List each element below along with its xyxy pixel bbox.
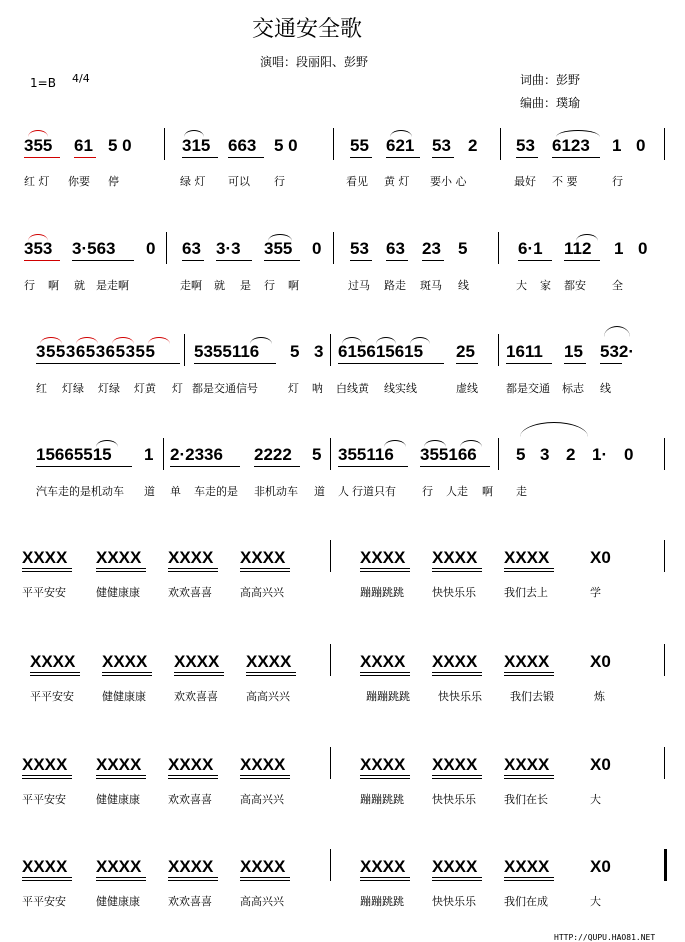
lyric: 可以 (228, 175, 250, 188)
lyric: 大 (516, 279, 527, 292)
note-group: 55 (350, 136, 369, 155)
beam (552, 157, 600, 158)
note-group: 355 (24, 136, 53, 155)
bar-line (498, 232, 499, 264)
rhythm-lyric: 炼 (594, 690, 605, 703)
rhythm-lyric: 快快乐乐 (438, 690, 482, 703)
note-group: 355166 (420, 445, 477, 464)
beam (350, 260, 372, 261)
rhythm-lyric: 高高兴兴 (240, 793, 284, 806)
lyric: 你要 (68, 175, 90, 188)
note-group: 353 (24, 239, 53, 258)
lyric: 停 (108, 175, 119, 188)
lyric: 灯 (172, 382, 183, 395)
bar-line (330, 849, 331, 881)
lyric: 绿 灯 (180, 175, 206, 188)
rhythm-lyric: 健健康康 (96, 895, 140, 908)
beam (360, 778, 410, 779)
beam (432, 877, 482, 878)
rhythm-note-group: XXXX (504, 755, 550, 774)
lyric: 行 (612, 175, 623, 188)
note-group: 2222 (254, 445, 292, 464)
rhythm-note-group: XXXX (360, 857, 406, 876)
beam (360, 877, 410, 878)
note-group: 2 (566, 445, 576, 464)
beam (516, 157, 538, 158)
lyric: 车走的是 (194, 485, 238, 498)
lyric: 线 (600, 382, 611, 395)
rhythm-note-group: X0 (590, 548, 611, 567)
note-group: 63 (386, 239, 405, 258)
lyric: 都是交通 (506, 382, 550, 395)
lyric: 啊 (482, 485, 493, 498)
lyric: 过马 (348, 279, 370, 292)
lyric: 斑马 (420, 279, 442, 292)
key-signature: 1=B (30, 76, 56, 90)
rhythm-lyric: 平平安安 (30, 690, 74, 703)
lyric: 虚线 (456, 382, 478, 395)
rhythm-note-group: XXXX (168, 857, 214, 876)
arranger-credit: 编曲：璞瑜 (520, 96, 581, 110)
beam (36, 363, 180, 364)
beam (22, 568, 72, 569)
lyric: 是走啊 (96, 279, 129, 292)
bar-line (664, 438, 665, 470)
rhythm-note-group: XXXX (96, 755, 142, 774)
beam (504, 571, 554, 572)
rhythm-note-group: XXXX (504, 548, 550, 567)
note-group: 5 (290, 342, 300, 361)
beam (96, 778, 146, 779)
rhythm-lyric: 平平安安 (22, 586, 66, 599)
note-group: 15665515 (36, 445, 112, 464)
beam (240, 880, 290, 881)
beam (22, 880, 72, 881)
bar-line (166, 232, 167, 264)
bar-line (333, 232, 334, 264)
note-group: 6·1 (518, 239, 543, 258)
rhythm-lyric: 健健康康 (102, 690, 146, 703)
note-group: 621 (386, 136, 415, 155)
time-signature: 4/4 (72, 72, 90, 85)
lyric: 灯绿 (98, 382, 120, 395)
beam (432, 675, 482, 676)
lyric: 灯黄 (134, 382, 156, 395)
beam (504, 775, 554, 776)
bar-line (333, 128, 334, 160)
note-group: 532· (600, 342, 635, 361)
bar-line (164, 128, 165, 160)
note-group: 53 (516, 136, 535, 155)
lyric: 都是交通信号 (192, 382, 258, 395)
note-group: 0 (312, 239, 322, 258)
beam (240, 568, 290, 569)
beam (506, 363, 552, 364)
rhythm-note-group: XXXX (168, 548, 214, 567)
note-group: 5 (458, 239, 468, 258)
lyric: 灯 (288, 382, 299, 395)
beam (74, 157, 96, 158)
beam (170, 466, 240, 467)
beam (22, 877, 72, 878)
beam (504, 880, 554, 881)
note-group: 355116 (338, 445, 394, 464)
final-bar-line (664, 849, 667, 881)
rhythm-lyric: 平平安安 (22, 793, 66, 806)
beam (96, 568, 146, 569)
beam (96, 571, 146, 572)
rhythm-lyric: 快快乐乐 (432, 586, 476, 599)
note-group: 1 (612, 136, 622, 155)
beam (22, 775, 72, 776)
rhythm-note-group: XXXX (168, 755, 214, 774)
lyric: 全 (612, 279, 623, 292)
lyric: 啊 (288, 279, 299, 292)
beam (194, 363, 276, 364)
rhythm-lyric: 快快乐乐 (432, 895, 476, 908)
beam (504, 778, 554, 779)
beam (216, 260, 252, 261)
note-group: 2 (468, 136, 478, 155)
beam (504, 672, 554, 673)
lyric: 走 (516, 485, 527, 498)
beam (360, 775, 410, 776)
beam (432, 778, 482, 779)
beam (504, 568, 554, 569)
beam (432, 157, 454, 158)
beam (338, 363, 444, 364)
lyric: 人走 (446, 485, 468, 498)
lyric: 家 (540, 279, 551, 292)
tie (604, 326, 630, 337)
beam (432, 568, 482, 569)
lyric: 行 (264, 279, 275, 292)
note-group: 5 0 (274, 136, 298, 155)
rhythm-lyric: 高高兴兴 (240, 895, 284, 908)
note-group: 53 (350, 239, 369, 258)
rhythm-lyric: 大 (590, 793, 601, 806)
lyric: 最好 (514, 175, 536, 188)
rhythm-lyric: 我们在成 (504, 895, 548, 908)
lyric: 啊 (48, 279, 59, 292)
rhythm-lyric: 欢欢喜喜 (174, 690, 218, 703)
beam (360, 675, 410, 676)
note-group: 0 (146, 239, 156, 258)
note-group: 615615615 (338, 342, 424, 361)
beam (240, 877, 290, 878)
rhythm-note-group: XXXX (30, 652, 76, 671)
beam (174, 675, 224, 676)
beam (168, 568, 218, 569)
note-group: 23 (422, 239, 441, 258)
lyric: 道 (144, 485, 155, 498)
lyric: 线 (458, 279, 469, 292)
bar-line (664, 644, 665, 676)
rhythm-note-group: XXXX (432, 652, 478, 671)
lyric: 走啊 (180, 279, 202, 292)
rhythm-lyric: 大 (590, 895, 601, 908)
beam (422, 260, 444, 261)
note-group: 1611 (506, 342, 543, 361)
lyric: 行 (24, 279, 35, 292)
lyric: 行道只有 (352, 485, 396, 498)
beam (96, 877, 146, 878)
rhythm-note-group: XXXX (96, 548, 142, 567)
note-group: 1· (592, 445, 608, 464)
beam (456, 363, 478, 364)
note-group: 2·2336 (170, 445, 223, 464)
note-group: 25 (456, 342, 475, 361)
rhythm-note-group: XXXX (432, 755, 478, 774)
rhythm-note-group: X0 (590, 652, 611, 671)
beam (360, 880, 410, 881)
lyric: 都安 (564, 279, 586, 292)
tie (520, 422, 588, 437)
lyric: 红 (36, 382, 47, 395)
beam (22, 571, 72, 572)
beam (246, 672, 296, 673)
beam (386, 260, 408, 261)
note-group: 6123 (552, 136, 590, 155)
rhythm-note-group: X0 (590, 755, 611, 774)
lyric: 呐 (312, 382, 323, 395)
rhythm-lyric: 蹦蹦跳跳 (360, 895, 404, 908)
bar-line (330, 540, 331, 572)
rhythm-note-group: XXXX (360, 652, 406, 671)
beam (168, 877, 218, 878)
note-group: 0 (624, 445, 634, 464)
beam (386, 157, 420, 158)
beam (564, 363, 586, 364)
rhythm-lyric: 我们在长 (504, 793, 548, 806)
beam (600, 363, 622, 364)
rhythm-note-group: XXXX (22, 548, 68, 567)
note-group: 1 (614, 239, 624, 258)
rhythm-note-group: XXXX (246, 652, 292, 671)
lyric: 道 (314, 485, 325, 498)
beam (240, 778, 290, 779)
beam (168, 778, 218, 779)
lyric: 要小 心 (430, 175, 467, 188)
note-group: 3·563 (72, 239, 116, 258)
beam (228, 157, 264, 158)
beam (360, 571, 410, 572)
bar-line (330, 644, 331, 676)
beam (264, 260, 300, 261)
lyrics-music-credit: 词曲：彭野 (520, 73, 581, 87)
note-group: 0 (636, 136, 646, 155)
lyric: 行 (422, 485, 433, 498)
note-group: 5355116 (194, 342, 260, 361)
beam (96, 775, 146, 776)
lyric: 红 灯 (24, 175, 50, 188)
note-group: 5 0 (108, 136, 132, 155)
beam (432, 672, 482, 673)
lyric: 非机动车 (254, 485, 298, 498)
rhythm-note-group: XXXX (432, 548, 478, 567)
note-group: 63 (182, 239, 201, 258)
note-group: 355365365355 (36, 342, 156, 361)
beam (24, 260, 60, 261)
lyric: 标志 (562, 382, 584, 395)
bar-line (330, 334, 331, 366)
rhythm-note-group: XXXX (22, 857, 68, 876)
note-group: 1 (144, 445, 154, 464)
rhythm-note-group: XXXX (360, 548, 406, 567)
rhythm-lyric: 蹦蹦跳跳 (366, 690, 410, 703)
singers: 演唱：段丽阳、彭野 (260, 55, 369, 69)
rhythm-lyric: 欢欢喜喜 (168, 895, 212, 908)
beam (254, 466, 300, 467)
rhythm-note-group: XXXX (504, 652, 550, 671)
note-group: 53 (432, 136, 451, 155)
rhythm-lyric: 高高兴兴 (246, 690, 290, 703)
note-group: 3 (540, 445, 550, 464)
rhythm-note-group: XXXX (360, 755, 406, 774)
lyric: 黄 灯 (384, 175, 410, 188)
note-group: 15 (564, 342, 583, 361)
rhythm-note-group: XXXX (240, 755, 286, 774)
lyric: 行 (274, 175, 285, 188)
rhythm-note-group: XXXX (174, 652, 220, 671)
song-title: 交通安全歌 (252, 17, 363, 42)
lyric: 单 (170, 485, 181, 498)
rhythm-note-group: XXXX (240, 548, 286, 567)
note-group: 663 (228, 136, 257, 155)
beam (102, 672, 152, 673)
beam (504, 675, 554, 676)
note-group: 3·3 (216, 239, 241, 258)
note-group: 315 (182, 136, 211, 155)
rhythm-note-group: XXXX (96, 857, 142, 876)
rhythm-note-group: X0 (590, 857, 611, 876)
rhythm-lyric: 蹦蹦跳跳 (360, 586, 404, 599)
beam (240, 571, 290, 572)
lyric: 线实线 (384, 382, 417, 395)
bar-line (184, 334, 185, 366)
rhythm-lyric: 我们去上 (504, 586, 548, 599)
rhythm-lyric: 我们去锻 (510, 690, 554, 703)
bar-line (500, 128, 501, 160)
note-group: 5 (312, 445, 322, 464)
lyric: 路走 (384, 279, 406, 292)
beam (182, 260, 204, 261)
beam (102, 675, 152, 676)
rhythm-lyric: 健健康康 (96, 586, 140, 599)
beam (168, 880, 218, 881)
beam (30, 672, 80, 673)
lyric: 白线黄 (336, 382, 369, 395)
bar-line (498, 334, 499, 366)
bar-line (330, 747, 331, 779)
beam (432, 880, 482, 881)
bar-line (330, 438, 331, 470)
rhythm-note-group: XXXX (102, 652, 148, 671)
rhythm-lyric: 健健康康 (96, 793, 140, 806)
lyric: 就 (74, 279, 85, 292)
beam (168, 775, 218, 776)
beam (432, 775, 482, 776)
beam (420, 466, 490, 467)
bar-line (664, 747, 665, 779)
lyric: 灯绿 (62, 382, 84, 395)
note-group: 355 (264, 239, 293, 258)
rhythm-lyric: 欢欢喜喜 (168, 793, 212, 806)
lyric: 是 (240, 279, 251, 292)
note-group: 112 (564, 239, 592, 258)
note-group: 3 (314, 342, 324, 361)
bar-line (664, 128, 665, 160)
beam (564, 260, 600, 261)
beam (350, 157, 372, 158)
rhythm-lyric: 欢欢喜喜 (168, 586, 212, 599)
beam (504, 877, 554, 878)
note-group: 5 (516, 445, 526, 464)
rhythm-lyric: 蹦蹦跳跳 (360, 793, 404, 806)
beam (360, 672, 410, 673)
rhythm-note-group: XXXX (22, 755, 68, 774)
beam (240, 775, 290, 776)
note-group: 0 (638, 239, 648, 258)
bar-line (664, 540, 665, 572)
beam (518, 260, 552, 261)
lyric: 就 (214, 279, 225, 292)
beam (182, 157, 218, 158)
beam (24, 157, 60, 158)
rhythm-lyric: 高高兴兴 (240, 586, 284, 599)
beam (174, 672, 224, 673)
watermark: HTTP://QUPU.HAO81.NET (554, 933, 656, 942)
lyric: 不 要 (552, 175, 578, 188)
beam (168, 571, 218, 572)
bar-line (498, 438, 499, 470)
rhythm-lyric: 平平安安 (22, 895, 66, 908)
note-group: 61 (74, 136, 93, 155)
beam (30, 675, 80, 676)
lyric: 人 (338, 485, 349, 498)
beam (96, 880, 146, 881)
beam (338, 466, 408, 467)
beam (246, 675, 296, 676)
beam (360, 568, 410, 569)
beam (36, 466, 132, 467)
lyric: 汽车走的是机动车 (36, 485, 124, 498)
rhythm-note-group: XXXX (240, 857, 286, 876)
beam (72, 260, 134, 261)
bar-line (163, 438, 164, 470)
rhythm-note-group: XXXX (504, 857, 550, 876)
beam (432, 571, 482, 572)
rhythm-lyric: 学 (590, 586, 601, 599)
beam (22, 778, 72, 779)
lyric: 看见 (346, 175, 368, 188)
rhythm-lyric: 快快乐乐 (432, 793, 476, 806)
rhythm-note-group: XXXX (432, 857, 478, 876)
